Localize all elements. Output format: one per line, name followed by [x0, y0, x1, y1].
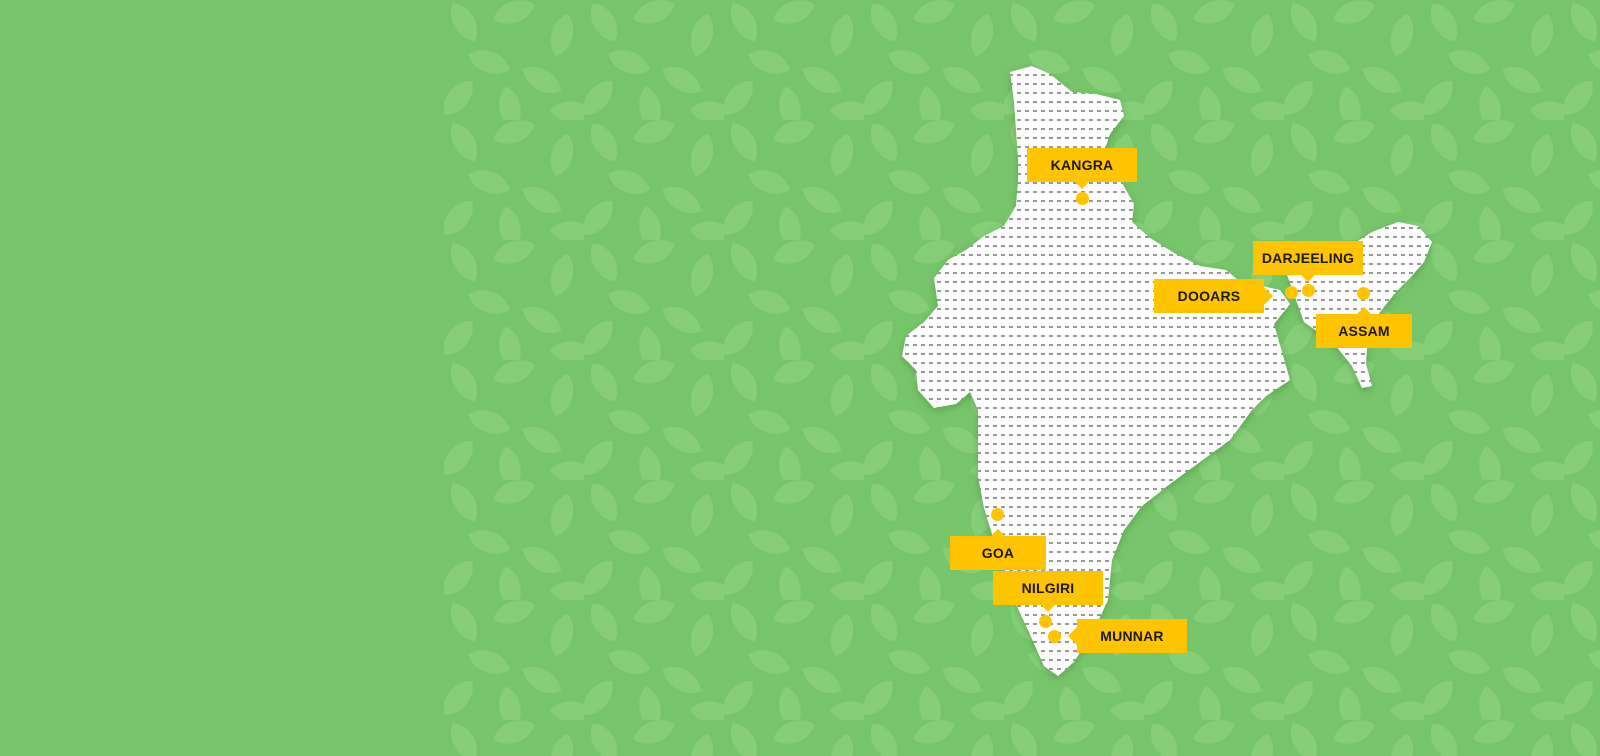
kangra-marker-dot[interactable]	[1076, 192, 1089, 205]
kangra-label[interactable]: KANGRA	[1027, 148, 1137, 182]
nilgiri-marker-dot[interactable]	[1039, 615, 1052, 628]
munnar-label[interactable]: MUNNAR	[1077, 619, 1187, 653]
assam-label[interactable]: ASSAM	[1316, 314, 1412, 348]
darjeeling-label[interactable]: DARJEELING	[1253, 241, 1363, 275]
munnar-marker-dot[interactable]	[1048, 630, 1061, 643]
goa-label[interactable]: GOA	[950, 536, 1046, 570]
darjeeling-marker-dot[interactable]	[1302, 284, 1315, 297]
dooars-label[interactable]: DOOARS	[1154, 279, 1264, 313]
goa-marker-dot[interactable]	[991, 508, 1004, 521]
nilgiri-label[interactable]: NILGIRI	[993, 571, 1103, 605]
assam-marker-dot[interactable]	[1357, 287, 1370, 300]
dooars-marker-dot[interactable]	[1285, 286, 1298, 299]
